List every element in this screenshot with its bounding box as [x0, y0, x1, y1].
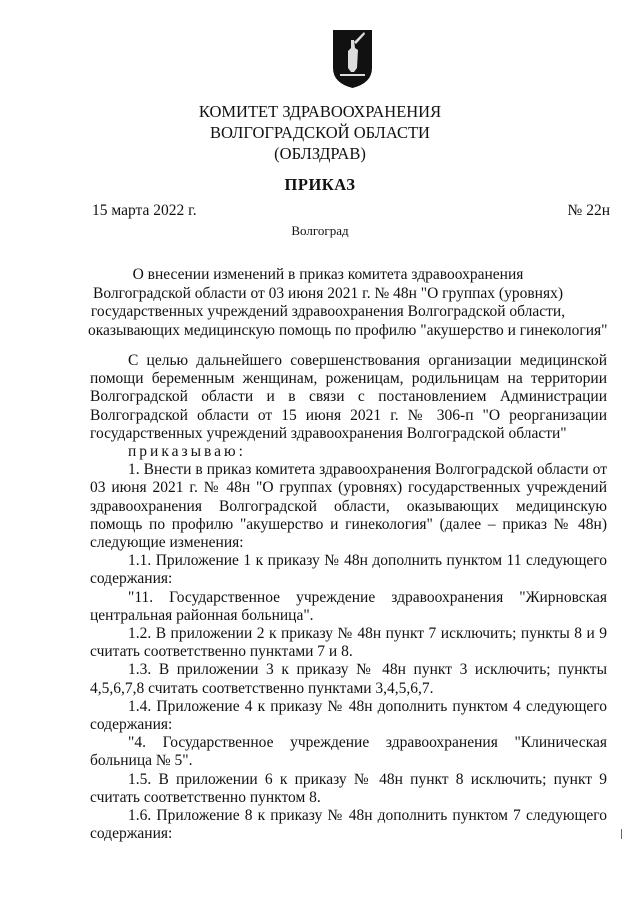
- preamble-paragraph: С целью дальнейшего совершенствования организации медицинской помощи беременным женщинам, роженицам, родильницам на территории Волгоградской области и в связи с постановлением Администрации Волгоградской области от 15 июня 2021 г. № 306-п "О реорганизации государственных учреждений здравоохранения Волгоградской области": [90, 352, 607, 442]
- document-type: ПРИКАЗ: [284, 175, 356, 194]
- document-number: № 22н: [567, 202, 610, 219]
- org-name-line2: ВОЛГОГРАДСКОЙ ОБЛАСТИ: [210, 123, 430, 142]
- org-name-line1: КОМИТЕТ ЗДРАВООХРАНЕНИЯ: [198, 102, 442, 121]
- item-1-2: 1.2. В приложении 2 к приказу № 48н пункт 7 исключить; пункты 8 и 9 считать соответственно пунктами 7 и 8.: [90, 625, 607, 661]
- subject-line: Волгоградской области от 03 июня 2021 г. № 48н "О группах (уровнях): [93, 284, 563, 302]
- item-1-3: 1.3. В приложении 3 к приказу № 48н пункт 3 исключить; пункты 4,5,6,7,8 считать соответственно пунктами 3,4,5,6,7.: [90, 661, 607, 697]
- subject-line: О внесении изменений в приказ комитета здравоохранения: [132, 266, 524, 283]
- document-subject: [88, 266, 608, 340]
- order-word: приказываю:: [128, 443, 246, 461]
- item-1-6: 1.6. Приложение 8 к приказу № 48н дополнить пунктом 7 следующего содержания:: [90, 807, 607, 843]
- coat-of-arms-icon: [331, 28, 374, 90]
- item-1-1-text: "11. Государственное учреждение здравоохранения "Жирновская центральная районная больница".: [90, 588, 607, 624]
- item-1-4-text: "4. Государственное учреждение здравоохранения "Клиническая больница № 5".: [90, 734, 607, 770]
- item-1-4: 1.4. Приложение 4 к приказу № 48н дополнить пунктом 4 следующего содержания:: [90, 697, 607, 734]
- org-name-line3: (ОБЛЗДРАВ): [274, 144, 366, 163]
- document-date: 15 марта 2022 г.: [92, 202, 197, 219]
- subject-line: государственных учреждений здравоохранения Волгоградской области,: [90, 303, 566, 320]
- document-body: [90, 352, 607, 843]
- item-1-5: 1.5. В приложении 6 к приказу № 48н пункт 8 исключить; пункт 9 считать соответственно пунктом 8.: [90, 770, 607, 806]
- subject-line: оказывающих медицинскую помощь по профилю "акушерство и гинекология": [88, 321, 608, 339]
- item-1: 1. Внести в приказ комитета здравоохранения Волгоградской области от 03 июня 2021 г. № 48н "О группах (уровнях) государственных учреждений здравоохранения Волгоградской области, оказывающих медицинскую помощь по профилю "акушерство и гинекология" (далее – приказ № 48н) следующие изменения:: [90, 461, 607, 552]
- document-city: Волгоград: [291, 223, 349, 238]
- organization-header: [0, 101, 640, 164]
- scan-edge-mark: [621, 829, 622, 839]
- item-1-1: 1.1. Приложение 1 к приказу № 48н дополнить пунктом 11 следующего содержания:: [90, 552, 607, 588]
